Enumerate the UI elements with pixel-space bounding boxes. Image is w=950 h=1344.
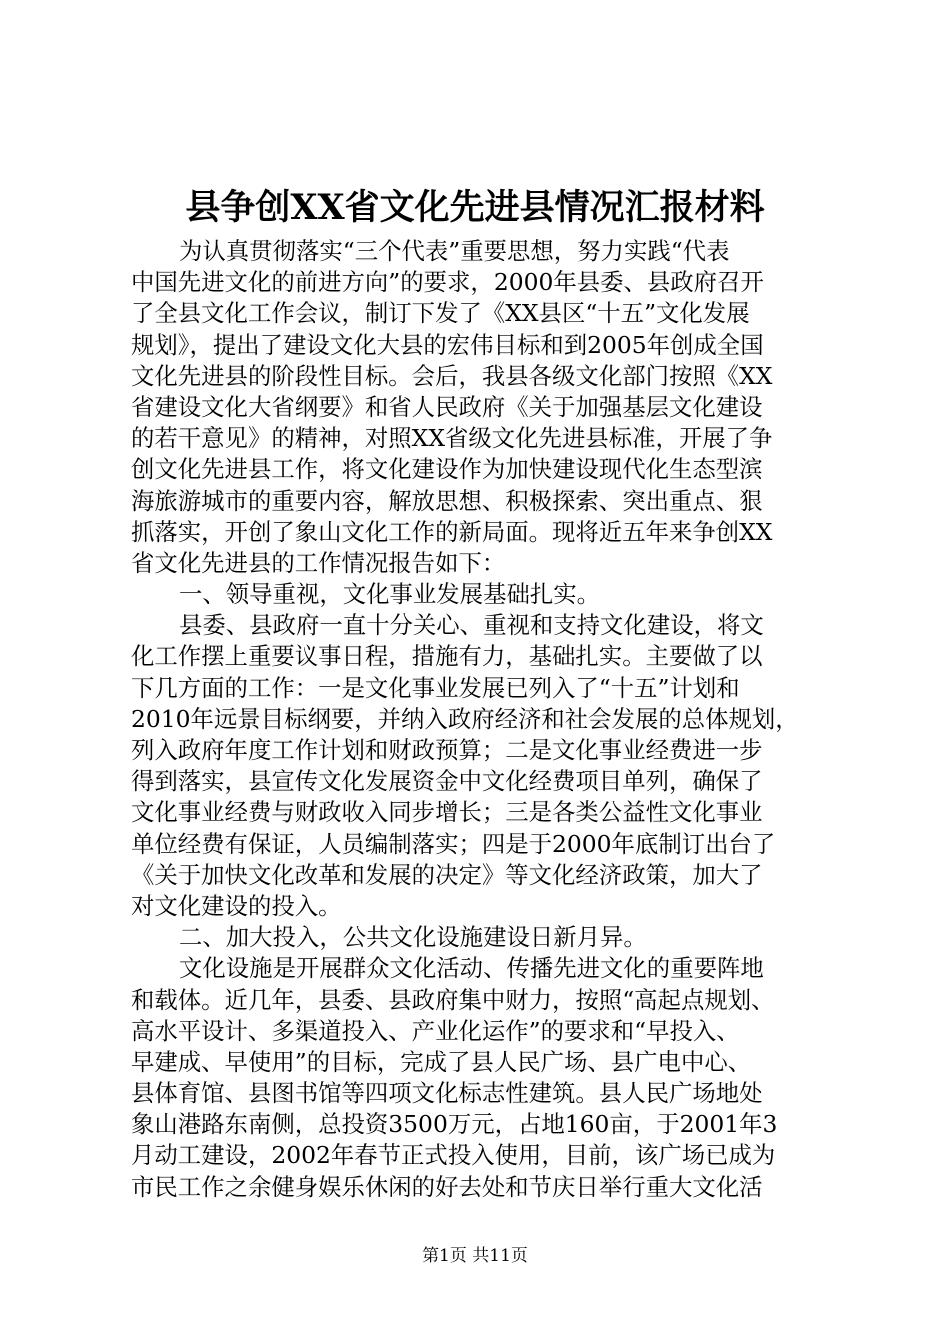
section-heading: 二、加大投入，公共文化设施建设日新月异。 xyxy=(179,923,647,952)
paragraph-line: 省文化先进县的工作情况报告如下： xyxy=(131,548,506,577)
section-heading: 一、领导重视，文化事业发展基础扎实。 xyxy=(179,580,601,609)
paragraph-line: 化工作摆上重要议事日程，措施有力，基础扎实。主要做了以 xyxy=(131,642,763,671)
paragraph-line: 《关于加快文化改革和发展的决定》等文化经济政策，加大了 xyxy=(131,860,763,889)
paragraph-line: 得到落实，县宣传文化发展资金中文化经费项目单列，确保了 xyxy=(131,767,763,796)
paragraph-line: 列入政府年度工作计划和财政预算；二是文化事业经费进一步 xyxy=(131,736,763,764)
paragraph-line: 省建设文化大省纲要》和省人民政府《关于加强基层文化建设 xyxy=(131,392,763,421)
paragraph-line: 规划》，提出了建设文化大县的宏伟目标和到2005年创成全国 xyxy=(131,330,764,359)
paragraph-line: 单位经费有保证，人员编制落实；四是于2000年底制订出台了 xyxy=(131,829,776,858)
document-title: 县争创XX省文化先进县情况汇报材料 xyxy=(185,187,765,228)
document-body xyxy=(131,236,831,1203)
paragraph-line: 象山港路东南侧，总投资3500万元，占地160亩，于2001年3 xyxy=(131,1110,778,1139)
paragraph-line: 县体育馆、县图书馆等四项文化标志性建筑。县人民广场地处 xyxy=(131,1079,763,1108)
paragraph-line: 文化先进县的阶段性目标。会后，我县各级文化部门按照《XX xyxy=(131,361,773,390)
paragraph-line: 高水平设计、多渠道投入、产业化运作”的要求和“早投入、 xyxy=(131,1016,740,1045)
paragraph-line: 和载体。近几年，县委、县政府集中财力，按照“高起点规划、 xyxy=(131,985,775,1014)
paragraph-line: 的若干意见》的精神，对照XX省级文化先进县标准，开展了争 xyxy=(131,424,773,453)
paragraph-line: 县委、县政府一直十分关心、重视和支持文化建设，将文 xyxy=(179,611,764,640)
paragraph-line: 对文化建设的投入。 xyxy=(131,891,342,920)
paragraph-line: 文化事业经费与财政收入同步增长；三是各类公益性文化事业 xyxy=(131,798,763,827)
paragraph-line: 创文化先进县工作，将文化建设作为加快建设现代化生态型滨 xyxy=(131,455,763,484)
paragraph-line: 中国先进文化的前进方向”的要求，2000年县委、县政府召开 xyxy=(131,268,764,297)
paragraph-line: 月动工建设，2002年春节正式投入使用，目前，该广场已成为 xyxy=(131,1141,776,1170)
paragraph-line: 下几方面的工作：一是文化事业发展已列入了“十五”计划和 xyxy=(131,673,740,702)
paragraph-line: 2010年远景目标纲要，并纳入政府经济和社会发展的总体规划， xyxy=(131,704,799,733)
paragraph-line: 为认真贯彻落实“三个代表”重要思想，努力实践“代表 xyxy=(179,237,730,265)
paragraph-line: 市民工作之余健身娱乐休闲的好去处和节庆日举行重大文化活 xyxy=(131,1172,763,1201)
paragraph-line: 抓落实，开创了象山文化工作的新局面。现将近五年来争创XX xyxy=(131,517,773,546)
paragraph-line: 文化设施是开展群众文化活动、传播先进文化的重要阵地 xyxy=(179,954,764,983)
paragraph-line: 了全县文化工作会议，制订下发了《XX县区“十五”文化发展 xyxy=(131,299,750,328)
page-number-footer: 第1页 共11页 xyxy=(422,1246,528,1266)
paragraph-line: 海旅游城市的重要内容，解放思想、积极探索、突出重点、狠 xyxy=(131,486,763,515)
paragraph-line: 早建成、早使用”的目标，完成了县人民广场、县广电中心、 xyxy=(131,1047,752,1076)
